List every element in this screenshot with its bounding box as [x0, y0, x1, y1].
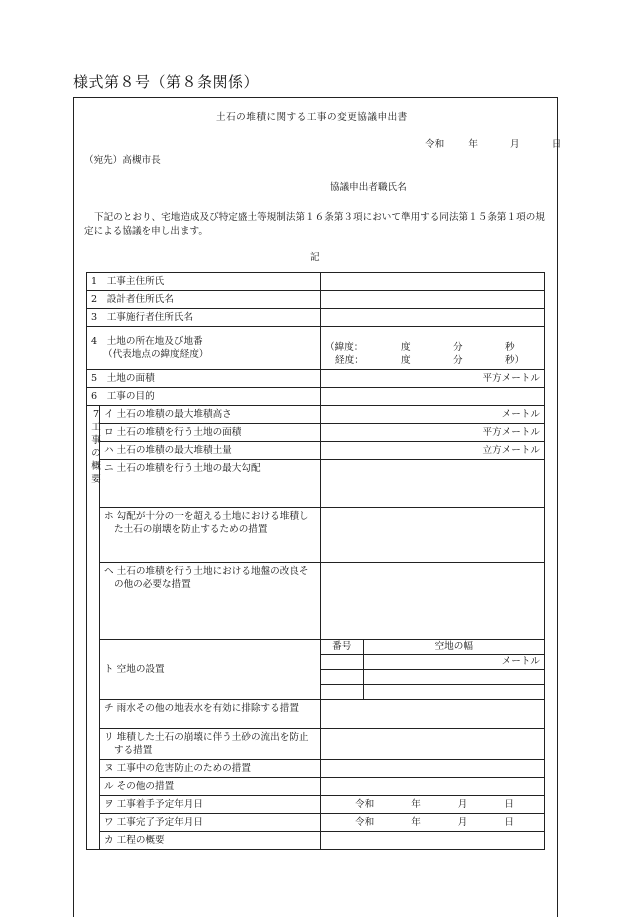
field-open-space[interactable] [321, 640, 545, 700]
field-schedule-outline[interactable] [321, 832, 545, 850]
label-collapse-prevention: ホ 勾配が十分の一を超える土地における堆積した土石の崩壊を防止するための措置 [100, 508, 321, 563]
open-space-width-header: 空地の幅 [363, 640, 544, 655]
field-deposit-area[interactable]: 平方メートル [321, 424, 545, 442]
addressee: （宛先）高槻市長 [84, 155, 161, 166]
lat-sec: 秒 [505, 342, 515, 353]
field-location[interactable] [321, 327, 545, 370]
field-ground-improvement[interactable] [321, 563, 545, 640]
application-table [86, 272, 545, 850]
open-space-table [321, 640, 544, 699]
field-max-height[interactable]: メートル [321, 406, 545, 424]
lon-sec: 秒） [505, 355, 525, 366]
row-label-6: 6 工事の目的 [87, 388, 321, 406]
label-deposit-area: ロ 土石の堆積を行う土地の面積 [100, 424, 321, 442]
row-label-7-vertical: 7 工 事 の 概 要 [87, 406, 100, 850]
applicant-name-label: 協議申出者職氏名 [330, 182, 407, 193]
date-month: 月 [510, 139, 520, 150]
label-max-height: イ 土石の堆積の最大堆積高さ [100, 406, 321, 424]
field-designer[interactable] [321, 291, 545, 309]
field-purpose[interactable] [321, 388, 545, 406]
field-other-measures[interactable] [321, 778, 545, 796]
label-end-date: ワ 工事完了予定年月日 [100, 814, 321, 832]
field-contractor[interactable] [321, 309, 545, 327]
label-ground-improvement: ヘ 土石の堆積を行う土地における地盤の改良その他の必要な措置 [100, 563, 321, 640]
open-space-width-1[interactable]: メートル [363, 655, 544, 670]
label-schedule-outline: カ 工程の概要 [100, 832, 321, 850]
field-drainage[interactable] [321, 700, 545, 729]
label-hazard-prevention: ヌ 工事中の危害防止のための措置 [100, 760, 321, 778]
row-label-1: 1 工事主住所氏 [87, 273, 321, 291]
lon-min: 分 [453, 355, 463, 366]
open-space-width-3[interactable] [363, 685, 544, 700]
label-max-volume: ハ 土石の堆積の最大堆積土量 [100, 442, 321, 460]
field-max-volume[interactable]: 立方メートル [321, 442, 545, 460]
submission-date [425, 138, 561, 151]
field-hazard-prevention[interactable] [321, 760, 545, 778]
body-text: 下記のとおり、宅地造成及び特定盛土等規制法第１６条第３項において準用する同法第１５条第１項の規定による協議を申し出ます。 [84, 212, 545, 237]
open-space-number-1[interactable] [321, 655, 363, 670]
row-label-4-line1: 4 土地の所在地及び地番 [91, 336, 203, 347]
date-day: 日 [551, 139, 562, 150]
row-label-5: 5 土地の面積 [87, 370, 321, 388]
date-year: 年 [468, 139, 478, 150]
open-space-number-header: 番号 [321, 640, 363, 655]
label-start-date: ヲ 工事着手予定年月日 [100, 796, 321, 814]
document-title: 土石の堆積に関する工事の変更協議申出書 [216, 112, 408, 123]
open-space-width-2[interactable] [363, 670, 544, 685]
form-label: 様式第８号（第８条関係） [73, 73, 260, 91]
latitude-label: （緯度： [325, 342, 364, 353]
field-end-date[interactable]: 令和 年 月 日 [321, 814, 545, 832]
open-space-number-3[interactable] [321, 685, 363, 700]
lon-deg: 度 [401, 355, 411, 366]
label-drainage: チ 雨水その他の地表水を有効に排除する措置 [100, 700, 321, 729]
field-sediment-outflow[interactable] [321, 729, 545, 760]
row-label-4 [87, 327, 321, 370]
row-label-3: 3 工事施行者住所氏名 [87, 309, 321, 327]
label-max-slope: ニ 土石の堆積を行う土地の最大勾配 [100, 460, 321, 508]
row-label-2: 2 設計者住所氏名 [87, 291, 321, 309]
lat-deg: 度 [401, 342, 411, 353]
field-builder[interactable] [321, 273, 545, 291]
longitude-label: 経度： [335, 355, 364, 366]
lat-min: 分 [453, 342, 463, 353]
date-era: 令和 [425, 139, 445, 150]
label-open-space: ト 空地の設置 [100, 640, 321, 700]
label-sediment-outflow: リ 堆積した土石の崩壊に伴う土砂の流出を防止する措置 [100, 729, 321, 760]
coordinate-block [325, 341, 540, 367]
open-space-number-2[interactable] [321, 670, 363, 685]
row-label-4-line2: （代表地点の緯度経度） [103, 349, 209, 360]
field-start-date[interactable]: 令和 年 月 日 [321, 796, 545, 814]
field-area[interactable]: 平方メートル [321, 370, 545, 388]
label-other-measures: ル その他の措置 [100, 778, 321, 796]
field-max-slope[interactable] [321, 460, 545, 508]
ki-heading: 記 [310, 252, 320, 263]
field-collapse-prevention[interactable] [321, 508, 545, 563]
